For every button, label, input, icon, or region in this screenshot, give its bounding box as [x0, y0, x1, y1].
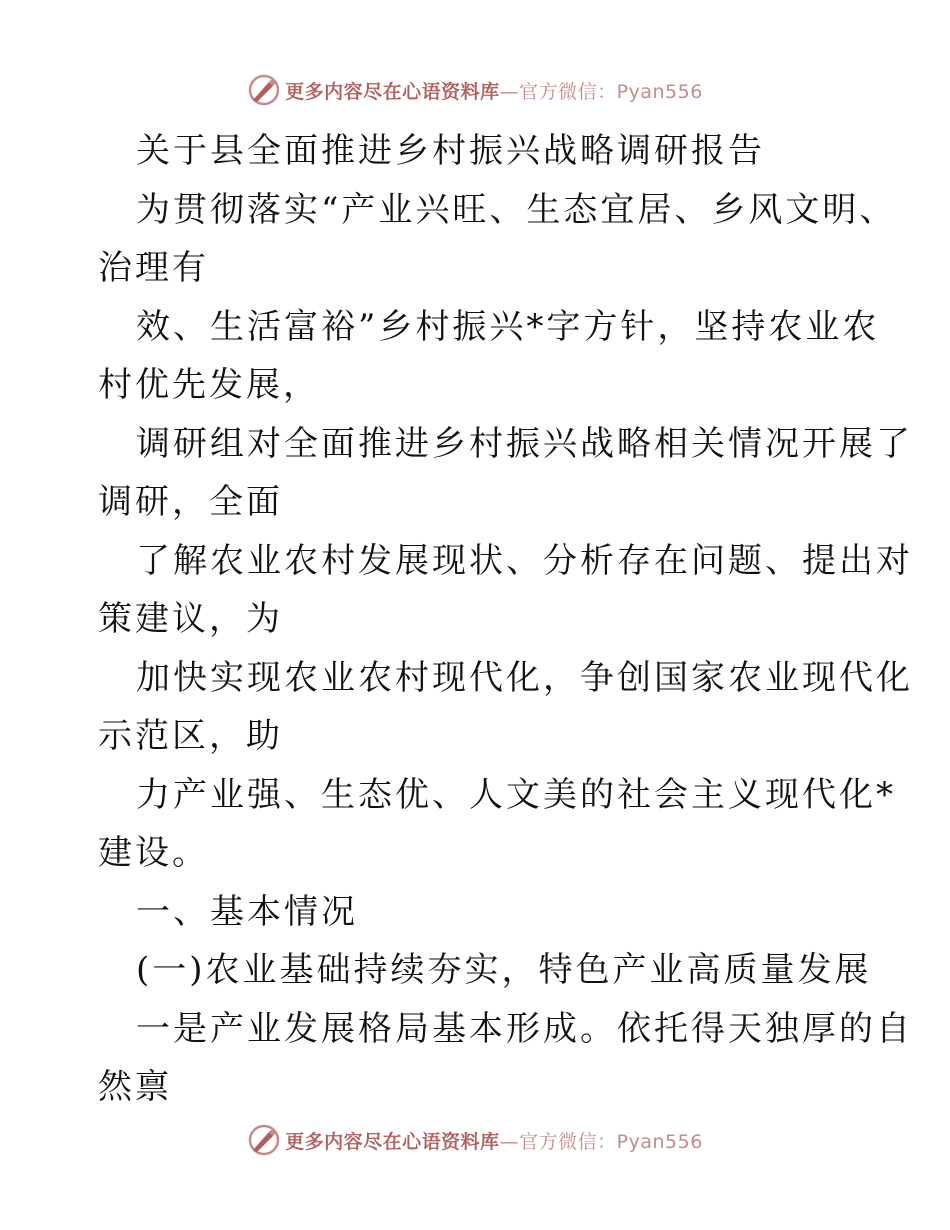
- text-line: 了解农业农村发展现状、分析存在问题、提出对: [136, 540, 913, 581]
- text-line: 关于县全面推进乡村振兴战略调研报告: [136, 131, 765, 171]
- watermark-contact-text: —官方微信：Pyan556: [499, 80, 703, 103]
- text-line: 调研组对全面推进乡村振兴战略相关情况开展了: [136, 423, 913, 464]
- watermark-footer: [0, 1122, 950, 1158]
- text-line: 为贯彻落实“产业兴旺、生态宜居、乡风文明、: [136, 189, 897, 230]
- pen-logo-icon: [247, 73, 281, 107]
- text-line: 策建议，为: [98, 599, 283, 639]
- watermark-bold-text: 更多内容尽在心语资料库: [285, 1130, 500, 1153]
- watermark-contact-text: —官方微信：Pyan556: [499, 1130, 703, 1153]
- document-body: [98, 122, 913, 1117]
- pen-logo-icon: [247, 1123, 281, 1157]
- text-line: 效、生活富裕”乡村振兴*字方针，坚持农业农: [136, 306, 880, 347]
- text-line: 调研，全面: [98, 482, 283, 522]
- text-line: (一)农业基础持续夯实，特色产业高质量发展: [136, 950, 872, 990]
- text-line: 村优先发展，: [98, 365, 320, 405]
- watermark-header: [0, 72, 950, 108]
- text-line: 加快实现农业农村现代化，争创国家农业现代化: [136, 657, 913, 698]
- watermark-text: [285, 77, 703, 104]
- watermark-bold-text: 更多内容尽在心语资料库: [285, 80, 500, 103]
- text-line: 一是产业发展格局基本形成。依托得天独厚的自: [136, 1008, 913, 1049]
- text-line: 力产业强、生态优、人文美的社会主义现代化*: [136, 774, 896, 815]
- text-line: 然禀: [98, 1067, 172, 1107]
- text-line: 建设。: [98, 833, 209, 873]
- watermark-text: [285, 1127, 703, 1154]
- text-line: 一、基本情况: [136, 891, 358, 932]
- text-line: 示范区，助: [98, 716, 283, 756]
- text-line: 治理有: [98, 248, 209, 288]
